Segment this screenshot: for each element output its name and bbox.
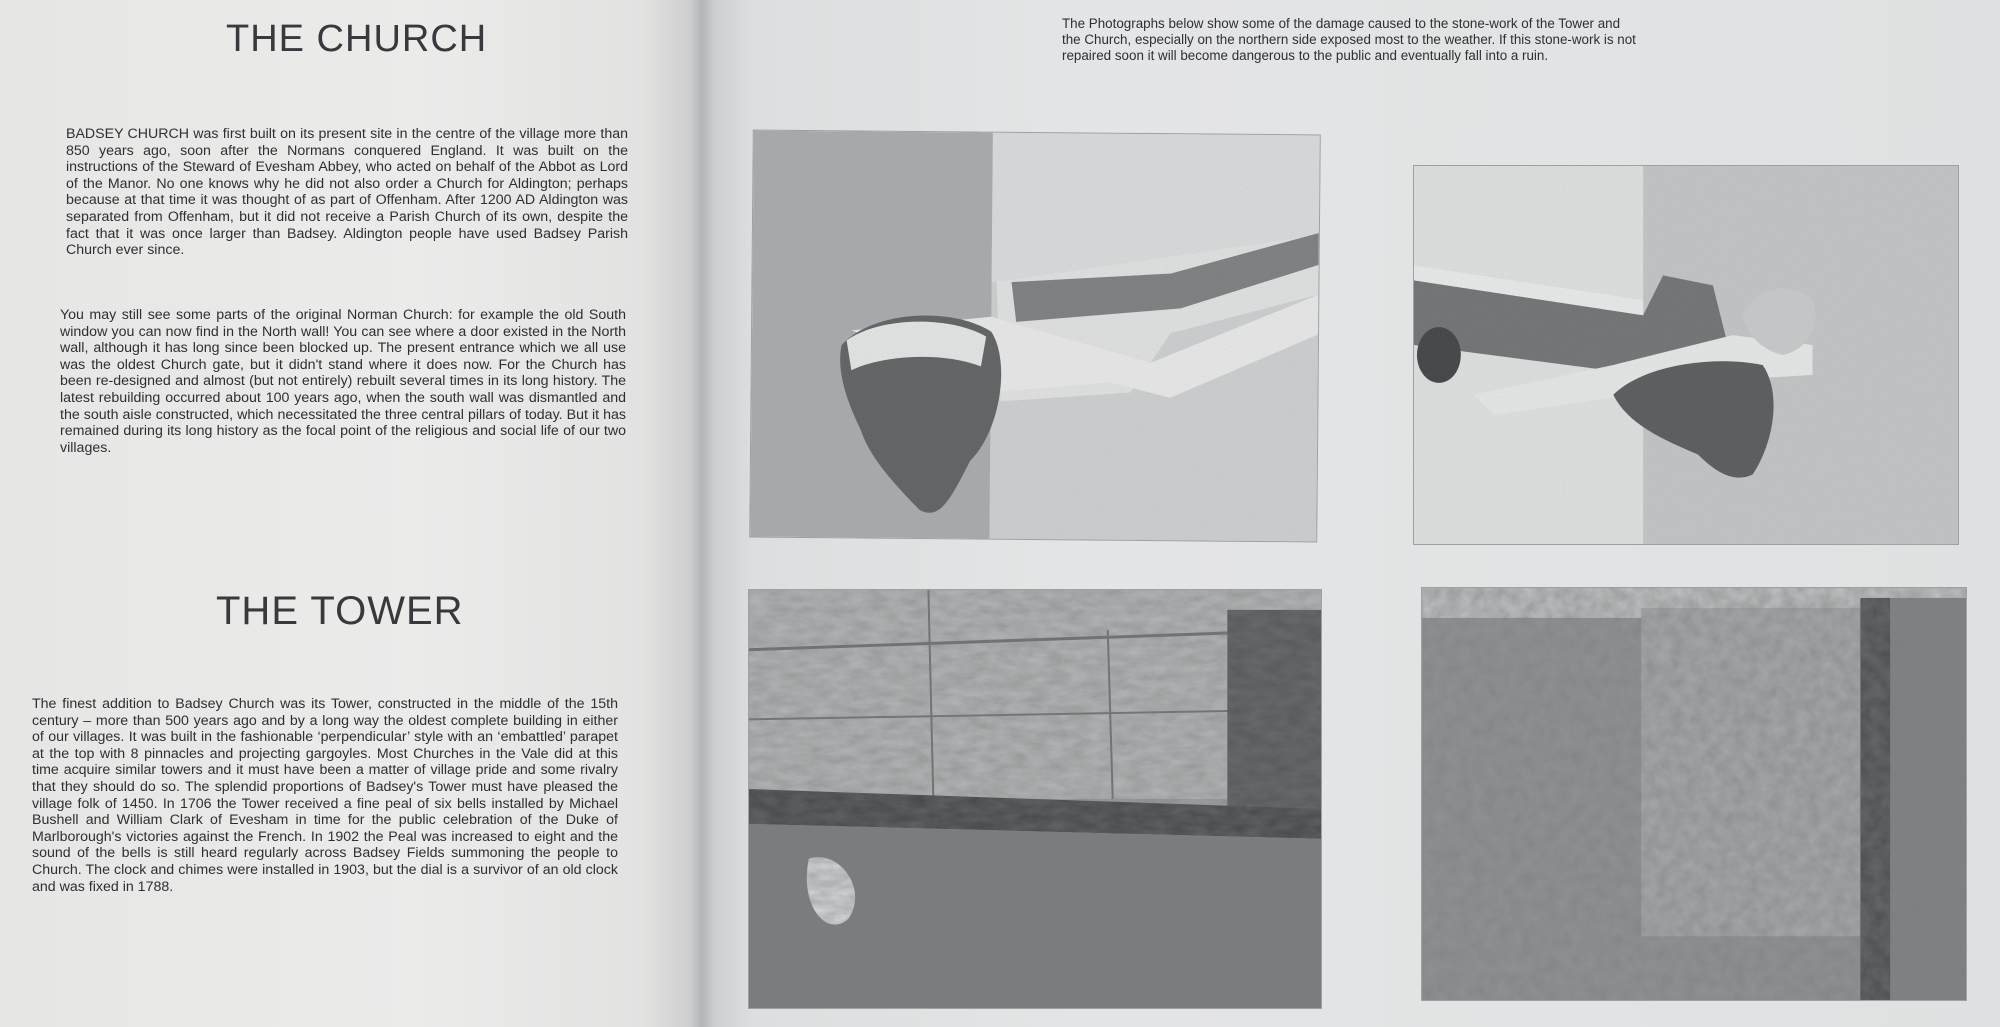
church-paragraph-2: You may still see some parts of the original Norman Church: for example the old South window you can now find in the North wall! You can see where a door existed in the North wall, although it has long since been blocked up. The present entrance which we all use was the oldest Church gate, but it didn't stand where it does now. For the Church has been re-designed and almost (but not entirely) rebuilt several times in its long history. The latest rebuilding occurred about 100 years ago, when the south wall was dismantled and the south aisle constructed, which necessitated the three central pillars of today. But it has remained during its long history as the focal point of the religious and social life of our two villages. xyxy=(60,307,626,456)
photo-caption: The Photographs below show some of the damage caused to the stone-work of the Tower and the Church, especially on the northern side exposed most to the weather. If this stone-work is not repaired soon it will become dangerous to the public and eventually fall into a ruin. xyxy=(1062,16,1636,63)
photo-stone-wall-left xyxy=(748,589,1322,1009)
photo-gargoyle-right xyxy=(1413,165,1959,545)
stone-wall-left-image xyxy=(749,590,1321,1008)
left-page xyxy=(0,0,700,1027)
book-spine-shadow xyxy=(690,0,714,1027)
church-paragraph-1: BADSEY CHURCH was first built on its present site in the centre of the village more than 850 years ago, soon after the Normans conquered England. It was built on the instructions of the Steward of Evesham Abbey, who acted on behalf of the Abbot as Lord of the Manor. No one knows why he did not also order a Church for Aldington; perhaps because at that time it was thought of as part of Offenham. After 1200 AD Aldington was separated from Offenham, but it did not receive a Parish Church of its own, despite the fact that it was once larger than Badsey. Aldington people have used Badsey Parish Church ever since. xyxy=(66,126,628,259)
stone-wall-right-image xyxy=(1422,588,1966,1000)
photo-stone-wall-right xyxy=(1421,587,1967,1001)
gargoyle-right-image xyxy=(1414,166,1958,544)
photo-gargoyle-left xyxy=(749,130,1321,543)
tower-paragraph: The finest addition to Badsey Church was its Tower, constructed in the middle of the 15th century – more than 500 years ago and by a long way the oldest complete building in either of our villages. It was built in the fashionable ‘perpendicular’ style with an ‘embattled’ parapet at the top with 8 pinnacles and projecting gargoyles. Most Churches in the Vale did at this time acquire similar towers and it must have been a matter of village pride and some rivalry that they should do so. The splendid proportions of Badsey's Tower must have pleased the village folk of 1450. In 1706 the Tower received a fine peal of six bells installed by Michael Bushell and William Clark of Evesham in time for the public celebration of the Duke of Marlborough's victories against the French. In 1902 the Peal was increased to eight and the sound of the bells is still heard regularly across Badsey Fields summoning the people to Church. The clock and chimes were installed in 1903, but the dial is a survivor of an old clock and was fixed in 1788. xyxy=(32,696,618,895)
gargoyle-left-image xyxy=(750,131,1320,542)
church-heading: THE CHURCH xyxy=(226,18,488,60)
tower-heading: THE TOWER xyxy=(216,589,464,633)
